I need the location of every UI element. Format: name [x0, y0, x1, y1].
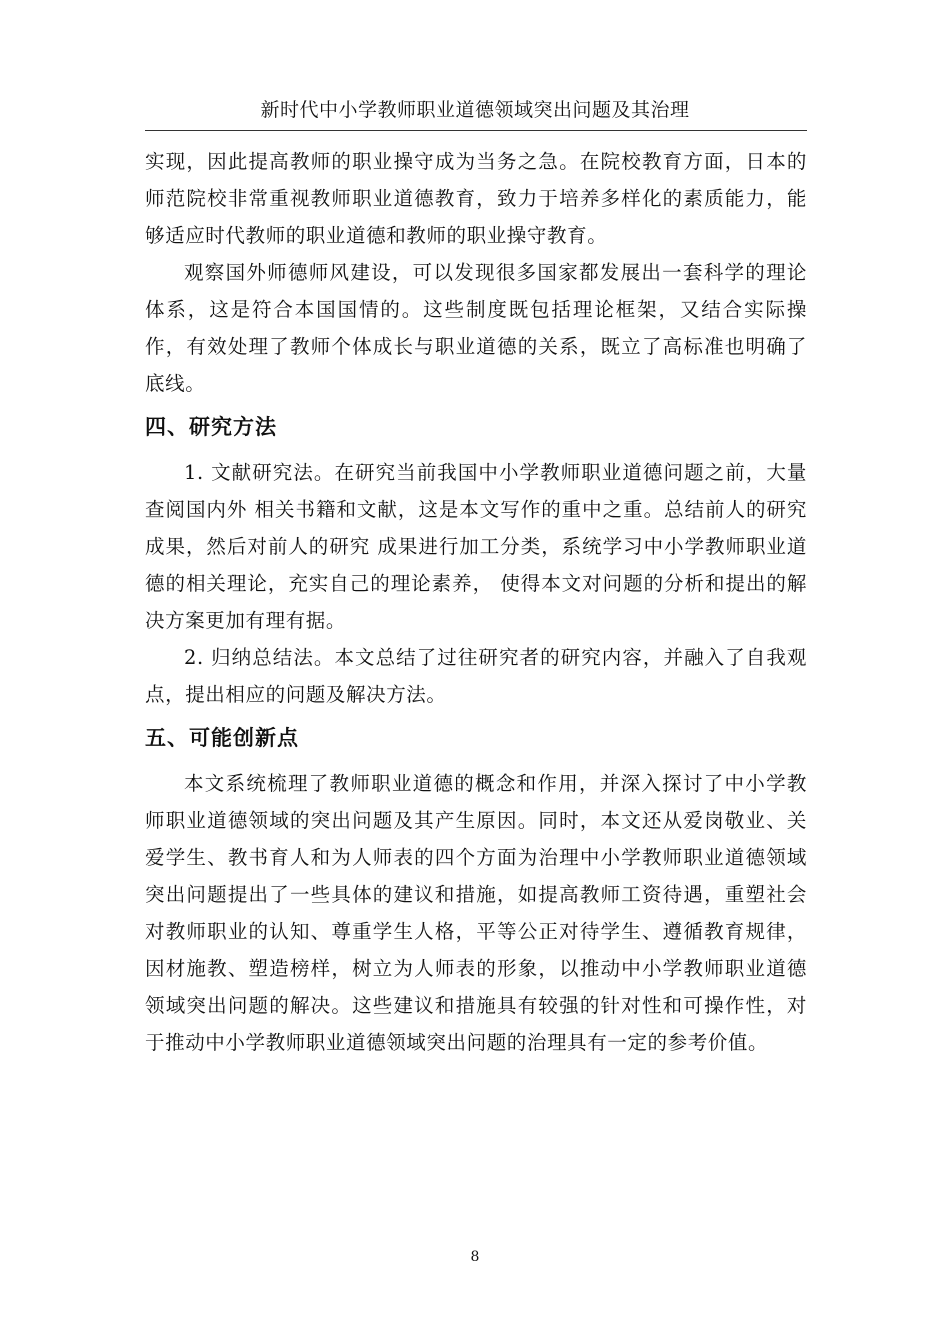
method-item-2: 2. 归纳总结法。本文总结了过往研究者的研究内容，并融入了自我观点，提出相应的问题及解决方法。: [145, 646, 807, 706]
page-number: 8: [470, 1249, 480, 1265]
section-heading-research-methods: 四、研究方法: [145, 415, 277, 439]
running-header: 新时代中小学教师职业道德领域突出问题及其治理: [260, 99, 690, 121]
intro-paragraph-1: 实现，因此提高教师的职业操守成为当务之急。在院校教育方面，日本的师范院校非常重视教师职业道德教育，致力于培养多样化的素质能力，能够适应时代教师的职业道德和教师的职业操守教育。: [145, 150, 807, 247]
header-rule: [145, 130, 807, 131]
innovation-paragraph: 本文系统梳理了教师职业道德的概念和作用，并深入探讨了中小学教师职业道德领域的突出问题及其产生原因。同时，本文还从爱岗敬业、关爱学生、教书育人和为人师表的四个方面为治理中小学教师职业道德领域突出问题提出了一些具体的建议和措施，如提高教师工资待遇，重塑社会对教师职业的认知、尊重学生人格，平等公正对待学生、遵循教育规律，因材施教、塑造榜样，树立为人师表的形象，以推动中小学教师职业道德领域突出问题的解决。这些建议和措施具有较强的针对性和可操作性，对于推动中小学教师职业道德领域突出问题的治理具有一定的参考价值。: [145, 772, 807, 1054]
section-heading-innovation: 五、可能创新点: [145, 726, 299, 750]
intro-paragraph-2: 观察国外师德师风建设，可以发现很多国家都发展出一套科学的理论体系，这是符合本国国情的。这些制度既包括理论框架，又结合实际操作，有效处理了教师个体成长与职业道德的关系，既立了高标准也明确了底线。: [145, 261, 807, 395]
method-item-1: 1. 文献研究法。在研究当前我国中小学教师职业道德问题之前，大量查阅国内外 相关书籍和文献，这是本文写作的重中之重。总结前人的研究成果，然后对前人的研究 成果进行加工分类，系统学习中小学教师职业道德的相关理论，充实自己的理论素养， 使得本文对问题的分析和提出的解决方案更加有理有据。: [145, 461, 807, 632]
body-text: [145, 143, 807, 1061]
